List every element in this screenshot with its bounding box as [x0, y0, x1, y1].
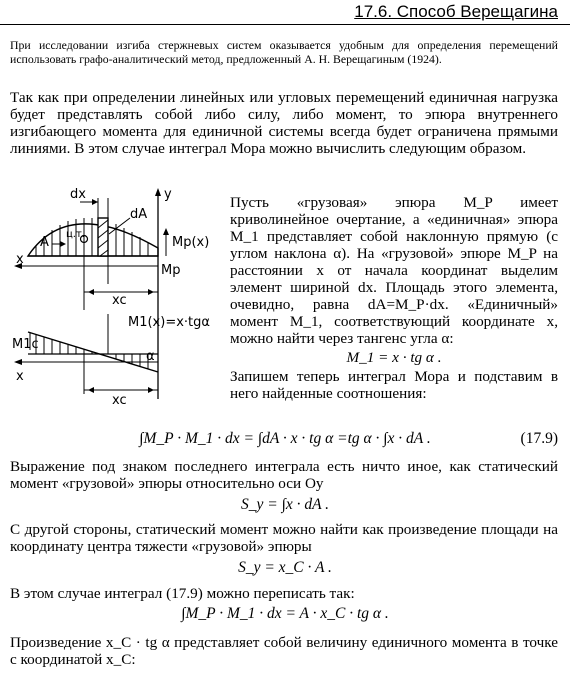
formula-m1: M_1 = x · tg α . — [346, 349, 442, 366]
right-column — [230, 194, 558, 402]
intro-paragraph: При исследовании изгиба стержневых систем оказывается удобным для определения перемещений использовать графо-аналитический метод, предложенный А. Н. Верещагиным (1924). — [10, 38, 558, 66]
label-x-upper: x — [16, 252, 24, 267]
right-paragraph-1: Пусть «грузовая» эпюра M_P имеет криволинейное очертание, а «единичная» эпюра M_1 представляет собой наклонную прямую (с углом наклона α). На «грузовой» эпюре M_P на расстоянии x от начала координат выделим элемент шириной dx. Площадь этого элемента, очевидно, равна dA=M_P·dx. «Единичный» момент M_1, соответствующий координате x, можно найти через тангенс угла α: — [230, 194, 558, 347]
label-alpha: α — [146, 349, 155, 364]
equation-17-9: ∫M_P · M_1 · dx = ∫dA · x · tg α =tg α · ∫x · dA . — [139, 430, 431, 447]
label-cm: ц.т. — [66, 229, 85, 240]
diagram-svg — [8, 184, 224, 406]
section-title: 17.6. Способ Верещагина — [354, 2, 558, 21]
label-y: y — [164, 187, 172, 202]
formula-final: ∫M_P · M_1 · dx = A · x_C · tg α . — [181, 605, 389, 622]
paragraph-2: Выражение под знаком последнего интеграла есть ничто иное, как статический момент «грузовой» эпюры относительно оси Oy — [10, 458, 558, 492]
right-paragraph-2: Запишем теперь интеграл Мора и подставим в него найденные соотношения: — [230, 368, 558, 402]
label-m1c: M1c — [12, 337, 39, 352]
formula-sy-integral: S_y = ∫x · dA . — [240, 496, 330, 513]
paragraph-3: С другой стороны, статический момент можно найти как произведение площади на координату центра тяжести «грузовой» эпюры — [10, 521, 558, 555]
label-xc-lower: xc — [112, 393, 127, 406]
header-rule — [0, 24, 570, 25]
unit-epure-line — [28, 332, 158, 372]
vereshchagin-diagram — [8, 184, 224, 406]
label-da: dA — [130, 207, 148, 222]
paragraph-5: Произведение x_C · tg α представляет собой величину единичного момента в точке с координатой x_C: — [10, 634, 558, 668]
formula-sy-product: S_y = x_C · A . — [238, 559, 332, 576]
paragraph-1: Так как при определении линейных или угловых перемещений единичная нагрузка будет представлять собой либо силу, либо момент, то эпюра внутреннего изгибающего момента для единичной системы всегда будет ограничена прямыми линиями. В этом случае интеграл Мора можно вычислить следующим образом. — [10, 89, 558, 157]
label-xc-upper: xc — [112, 293, 127, 308]
label-mp: Mp — [161, 263, 181, 278]
label-dx: dx — [70, 187, 86, 202]
paragraph-4: В этом случае интеграл (17.9) можно переписать так: — [10, 585, 355, 602]
equation-number: (17.9) — [520, 430, 558, 447]
label-mpx: Mp(x) — [172, 235, 210, 250]
label-m1eq: M1(x)=x·tgα — [128, 315, 210, 330]
label-x-lower: x — [16, 369, 24, 384]
label-a: A — [40, 235, 49, 250]
epure-hatching — [36, 218, 148, 256]
